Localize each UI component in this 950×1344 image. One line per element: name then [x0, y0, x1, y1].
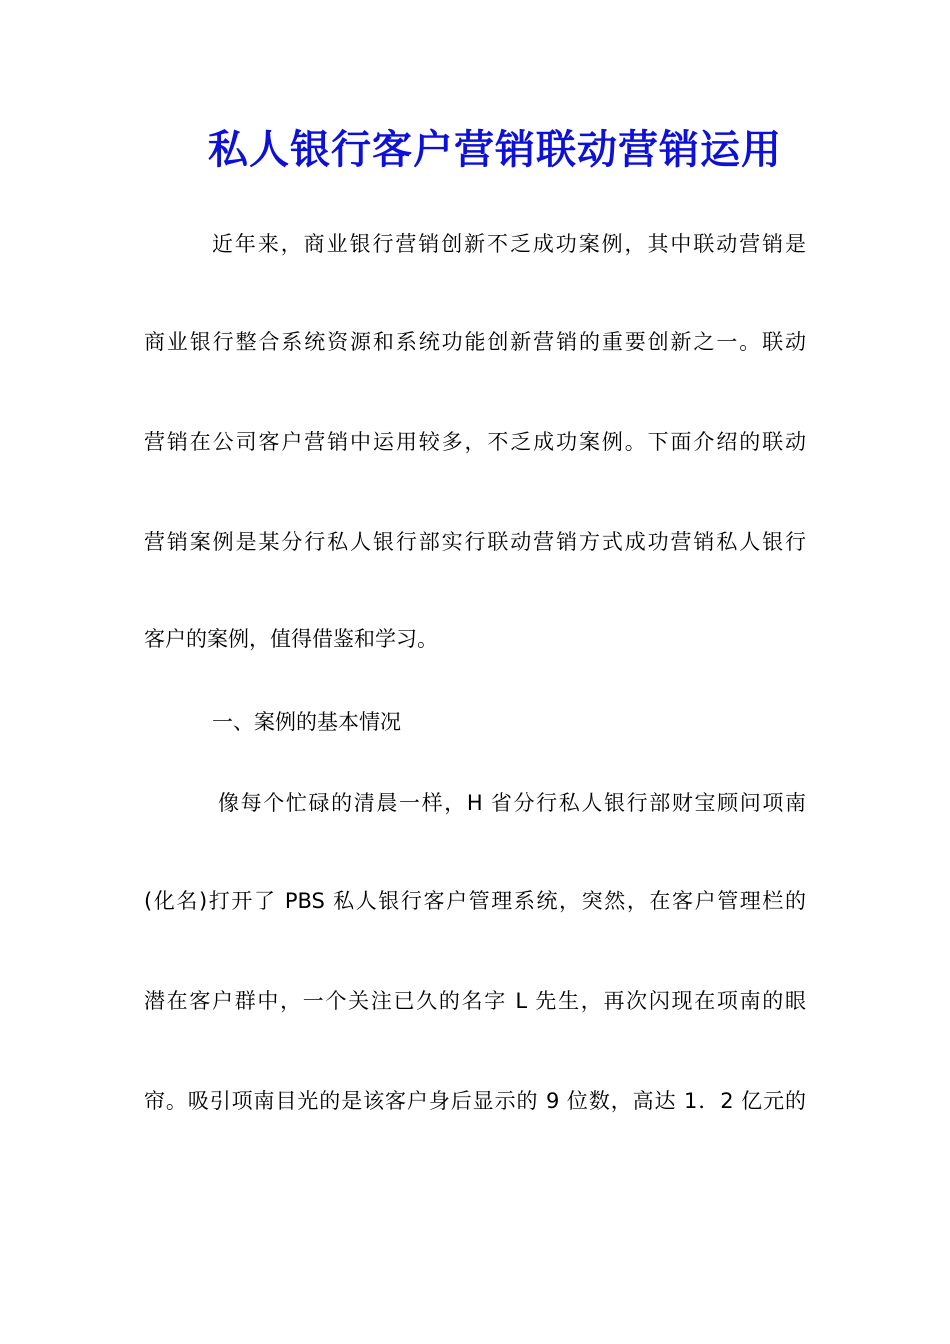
paragraph-line: 潜在客户群中，一个关注已久的名字 L 先生，再次闪现在项南的眼 — [144, 989, 806, 1013]
paragraph-line: 商业银行整合系统资源和系统功能创新营销的重要创新之一。联动 — [144, 330, 806, 354]
paragraph-line: 营销案例是某分行私人银行部实行联动营销方式成功营销私人银行 — [144, 530, 806, 554]
paragraph-line: 帘。吸引项南目光的是该客户身后显示的 9 位数，高达 1．2 亿元的 — [144, 1089, 806, 1113]
paragraph-line: 客户的案例，值得借鉴和学习。 — [144, 627, 438, 651]
section-heading: 一、案例的基本情况 — [212, 710, 401, 734]
paragraph-line: 像每个忙碌的清晨一样，H 省分行私人银行部财宝顾问项南 — [218, 791, 806, 815]
paragraph-line: 近年来，商业银行营销创新不乏成功案例，其中联动营销是 — [212, 232, 806, 256]
document-title: 私人银行客户营销联动营销运用 — [208, 126, 782, 173]
paragraph-line: (化名)打开了 PBS 私人银行客户管理系统，突然，在客户管理栏的 — [144, 889, 806, 913]
paragraph-line: 营销在公司客户营销中运用较多，不乏成功案例。下面介绍的联动 — [144, 430, 806, 454]
